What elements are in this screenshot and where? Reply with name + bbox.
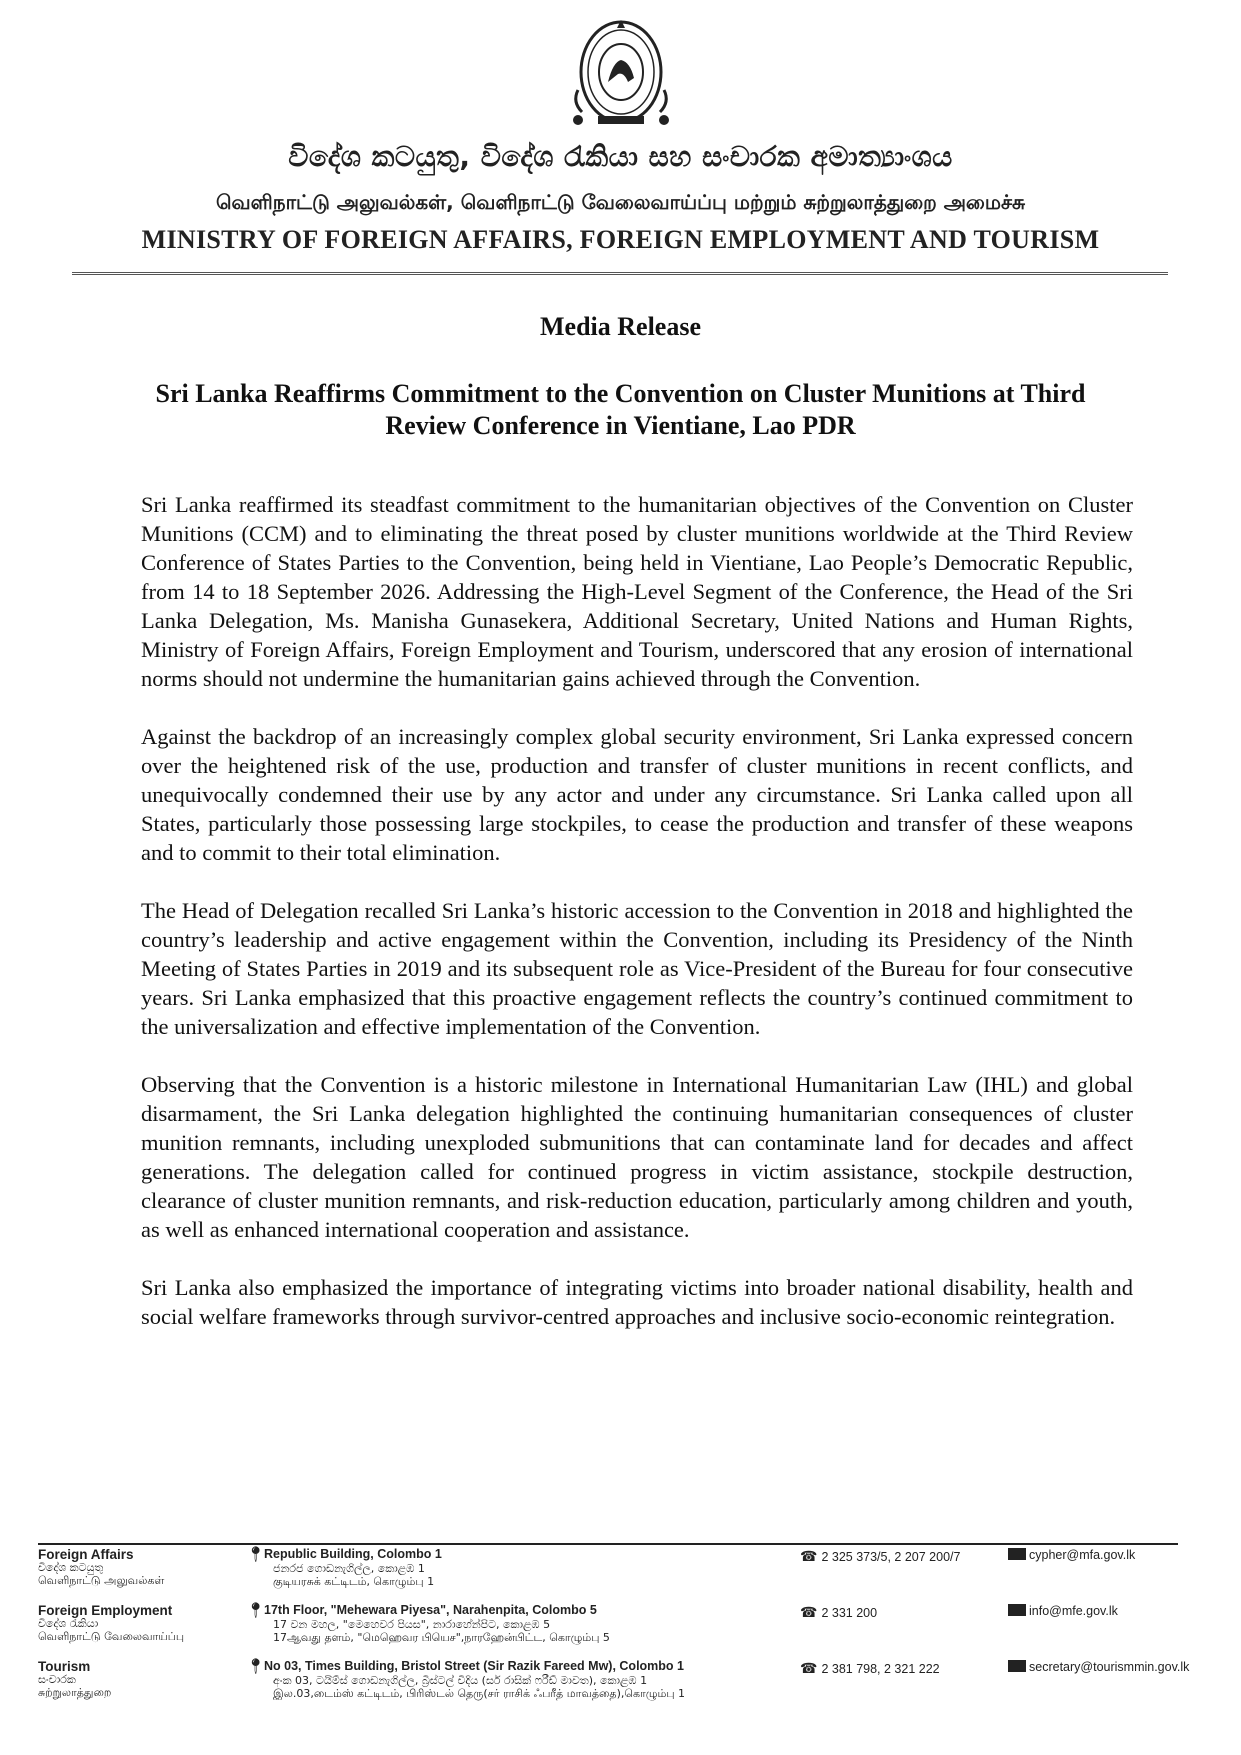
email-address: info@mfe.gov.lk	[1029, 1604, 1118, 1618]
phone-block	[800, 1604, 1020, 1621]
envelope-icon	[1008, 1604, 1026, 1616]
body-paragraph: Sri Lanka reaffirmed its steadfast commitment to the humanitarian objectives of the Convention on Cluster Munitions (CCM) and to eliminating the threat posed by cluster munitions worldwide at the Third Review Conference of States Parties to the Convention, being held in Vientiane, Lao People’s Democratic Republic, from 14 to 18 September 2026. Addressing the High-Level Segment of the Conference, the Head of the Sri Lanka Delegation, Ms. Manisha Gunasekera, Additional Secretary, United Nations and Human Rights, Ministry of Foreign Affairs, Foreign Employment and Tourism, underscored that any erosion of international norms should not undermine the humanitarian gains achieved through the Convention.	[141, 492, 1133, 691]
address-english: No 03, Times Building, Bristol Street (Sir Razik Fareed Mw), Colombo 1	[264, 1659, 684, 1673]
address-english: 17th Floor, "Mehewara Piyesa", Narahenpita, Colombo 5	[264, 1603, 597, 1617]
department-name-sinhala: සංචාරක	[38, 1673, 76, 1686]
department-block	[38, 1548, 238, 1587]
department-block	[38, 1660, 238, 1699]
department-name-tamil: சுற்றுலாத்துறை	[38, 1686, 112, 1699]
department-block	[38, 1604, 238, 1643]
letterhead-divider	[72, 272, 1168, 275]
telephone-icon: ☎	[800, 1660, 818, 1676]
phone-number: 2 381 798, 2 321 222	[821, 1662, 940, 1676]
release-headline: Sri Lanka Reaffirms Commitment to the Convention on Cluster Munitions at Third Review Conference in Vientiane, Lao PDR	[155, 379, 1086, 440]
national-emblem-icon	[568, 12, 674, 132]
address-tamil: இல.03,டைம்ஸ் கட்டிடம், பிரிஸ்டல் தெரு(சர் ராசிக் ஃபரீத் மாவத்தை),கொழும்பு 1	[273, 1687, 686, 1700]
address-tamil: குடியரசுக் கட்டிடம், கொழும்பு 1	[273, 1575, 435, 1588]
department-name-sinhala: විදේශ රැකියා	[38, 1617, 99, 1630]
location-pin-icon: 📍︎	[246, 1602, 266, 1619]
email-block	[1008, 1548, 1208, 1562]
department-name-sinhala: විදේශ කටයුතු	[38, 1561, 104, 1574]
release-type-heading: Media Release	[539, 312, 701, 341]
ministry-title-tamil: வெளிநாட்டு அலுவல்கள், வெளிநாட்டு வேலைவாய்ப்பு மற்றும் சுற்றுலாத்துறை அமைச்சு	[215, 190, 1026, 214]
department-name: Tourism	[38, 1659, 91, 1674]
location-pin-icon: 📍︎	[246, 1546, 266, 1563]
phone-number: 2 325 373/5, 2 207 200/7	[821, 1550, 961, 1564]
address-sinhala: 17 වන මහල, "මෙහෙවර පියස", නාරාහේන්පිට, කොළඹ 5	[273, 1618, 551, 1631]
department-name-tamil: வெளிநாட்டு வேலைவாய்ப்பு	[38, 1630, 185, 1643]
telephone-icon: ☎	[800, 1604, 818, 1620]
department-name-tamil: வெளிநாட்டு அலுவல்கள்	[38, 1574, 165, 1587]
body-paragraph: The Head of Delegation recalled Sri Lanka’s historic accession to the Convention in 2018 and highlighted the country’s leadership and active engagement within the Convention, including its Presidency of the Ninth Meeting of States Parties in 2019 and its subsequent role as Vice-President of the Bureau for four consecutive years. Sri Lanka emphasized that this proactive engagement reflects the country’s continued commitment to the universalization and effective implementation of the Convention.	[141, 898, 1133, 1039]
phone-block	[800, 1660, 1020, 1677]
body-paragraph: Sri Lanka also emphasized the importance of integrating victims into broader national disability, health and social welfare frameworks through survivor-centred approaches and inclusive socio-economic reintegration.	[141, 1275, 1133, 1329]
ministry-title-sinhala: විදේශ කටයුතු, විදේශ රැකියා සහ සංචාරක අමාත්‍යාංශය	[288, 140, 953, 173]
address-tamil: 17ஆவது தளம், "மெஹெவர பியெச",நாரஹேன்பிட்ட, கொழும்பு 5	[273, 1631, 610, 1644]
ministry-title-english: MINISTRY OF FOREIGN AFFAIRS, FOREIGN EMPLOYMENT AND TOURISM	[141, 225, 1100, 254]
address-sinhala: අංක 03, ටයිම්ස් ගොඩනැගිල්ල, බ්‍රිස්ටල් වීදිය (සර් රාසික් ෆරීඩ් මාවත), කොළඹ 1	[273, 1674, 648, 1687]
email-block	[1008, 1660, 1208, 1674]
email-address: secretary@tourismmin.gov.lk	[1029, 1660, 1190, 1674]
phone-number: 2 331 200	[821, 1606, 878, 1620]
address-sinhala: ජනරජ ගොඩනැගිල්ල, කොළඹ 1	[273, 1562, 425, 1575]
footer-row-foreign-affairs	[38, 1548, 1198, 1612]
telephone-icon: ☎	[800, 1548, 818, 1564]
contact-footer	[38, 1548, 1198, 1748]
address-english: Republic Building, Colombo 1	[264, 1547, 442, 1561]
department-name: Foreign Affairs	[38, 1547, 134, 1562]
body-paragraph: Against the backdrop of an increasingly complex global security environment, Sri Lanka expressed concern over the heightened risk of the use, production and transfer of cluster munitions in recent conflicts, and unequivocally condemned their use by any actor and under any circumstance. Sri Lanka called upon all States, particularly those possessing large stockpiles, to cease the production and transfer of these weapons and to commit to their total elimination.	[141, 724, 1133, 865]
footer-divider	[38, 1543, 1178, 1545]
email-block	[1008, 1604, 1208, 1618]
location-pin-icon: 📍︎	[246, 1658, 266, 1675]
envelope-icon	[1008, 1660, 1026, 1672]
envelope-icon	[1008, 1548, 1026, 1560]
footer-row-tourism	[38, 1660, 1198, 1724]
phone-block	[800, 1548, 1020, 1565]
department-name: Foreign Employment	[38, 1603, 173, 1618]
body-paragraph: Observing that the Convention is a historic milestone in International Humanitarian Law (IHL) and global disarmament, the Sri Lanka delegation highlighted the continuing humanitarian consequences of cluster munition remnants, including unexploded submunitions that can contaminate land for decades and affect generations. The delegation called for continued progress in victim assistance, stockpile destruction, clearance of cluster munition remnants, and risk-reduction education, particularly among children and youth, as well as enhanced international cooperation and assistance.	[141, 1072, 1133, 1242]
email-address: cypher@mfa.gov.lk	[1029, 1548, 1136, 1562]
release-body	[141, 490, 1133, 1360]
